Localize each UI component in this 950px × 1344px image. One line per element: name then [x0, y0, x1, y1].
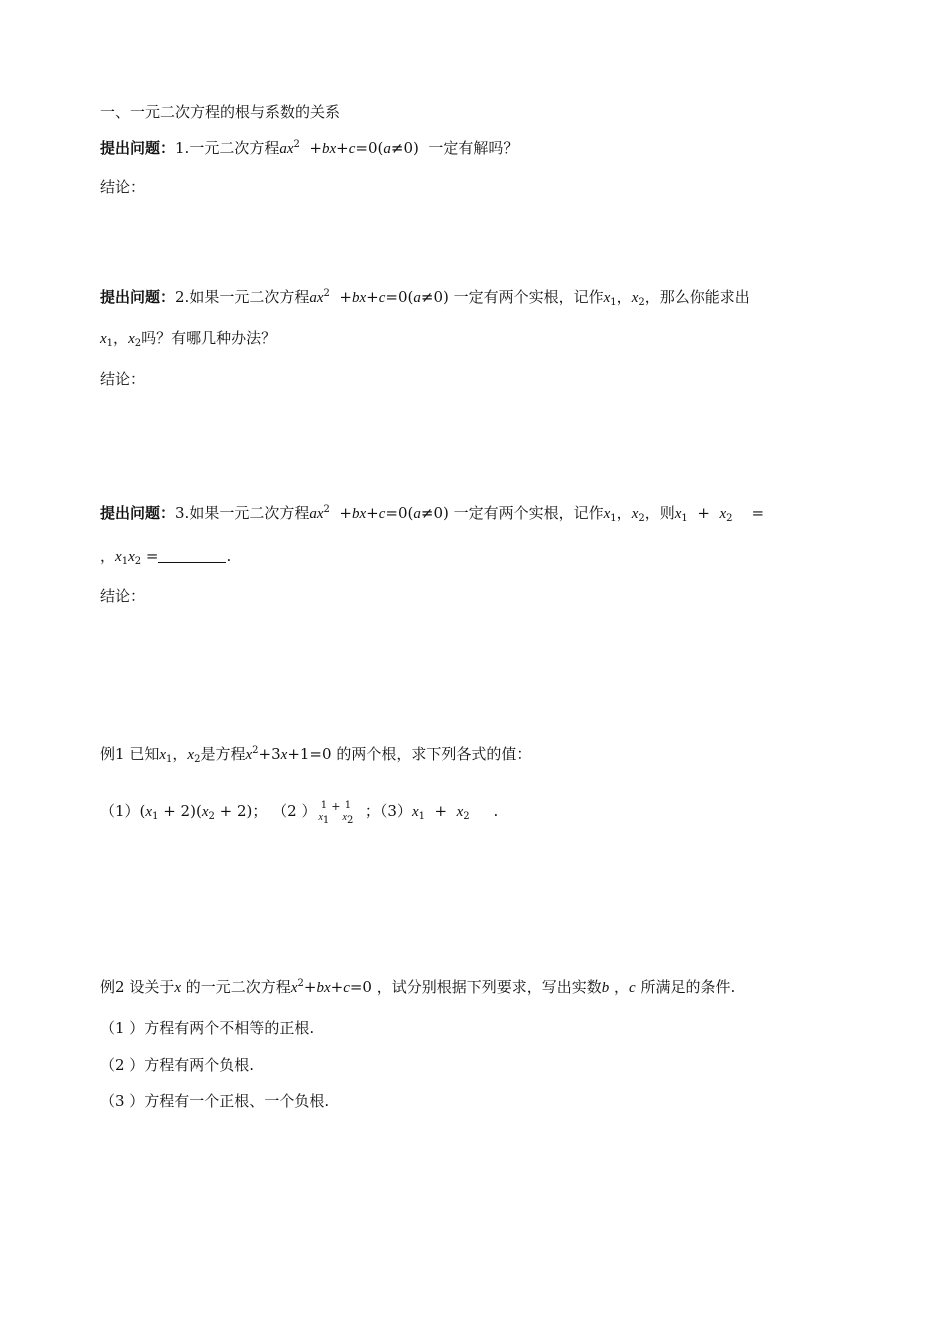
q2-text-c: ，那么你能求出	[644, 288, 750, 306]
q1-label: 提出问题：	[100, 139, 176, 157]
ex2-var-x: x	[174, 980, 182, 996]
q3-text-b: 一定有两个实根，记作	[453, 504, 604, 522]
ex1-equation: $x^2+3x+1=0$	[245, 745, 337, 763]
ex2-text-b: 的一元二次方程	[185, 978, 291, 996]
q3-label: 提出问题：	[100, 504, 176, 522]
ex2-equation: $x^2+bx+c=0$	[290, 978, 377, 996]
question-1	[100, 138, 518, 159]
q2-text-b: 一定有两个实根，记作	[453, 288, 604, 306]
q1-conclusion: 结论：	[100, 178, 146, 196]
q3-text-c: ，则	[644, 504, 675, 522]
ex2-item-3: （3 ）方程有一个正根、一个负根.	[100, 1092, 330, 1110]
q2-text-d: 吗？有哪几种办法？	[141, 329, 277, 347]
ex1-part-2-label: （2 ）	[272, 802, 317, 820]
ex1-roots: $x_1$，$x_2$	[159, 745, 201, 765]
q3-roots: $x_1$，$x_2$	[603, 504, 645, 524]
q2-roots: $x_1$，$x_2$	[603, 288, 645, 308]
ex2-vars: b ，c	[601, 978, 636, 996]
example-1-parts	[100, 793, 498, 826]
ex1-label: 例1	[100, 745, 125, 763]
example-1	[100, 744, 531, 765]
ex1-part-3-label: （3）	[379, 802, 412, 820]
question-2-cont	[100, 328, 276, 349]
ex1-text-a: 已知	[129, 745, 160, 763]
q2-conclusion: 结论：	[100, 370, 146, 388]
ex1-part-2: 1 $x_1$ + 1 $x_2$ ；	[318, 800, 380, 826]
question-3-cont: ，$x_1x_2$ = .	[100, 547, 232, 567]
ex1-text-c: 的两个根，求下列各式的值：	[336, 745, 532, 763]
ex2-label: 例2	[100, 978, 125, 996]
example-2	[100, 977, 735, 998]
q3-equation: $ax^2 +bx+c=0(a\ne 0)$	[309, 504, 454, 522]
ex1-part-1: $(x_1 + 2)(x_2 + 2)$；	[139, 802, 268, 822]
question-3	[100, 503, 764, 524]
q3-product: ，$x_1x_2$ =	[100, 547, 159, 567]
section-title	[100, 102, 340, 122]
q2-text-a: 2.如果一元二次方程	[175, 288, 310, 306]
q2-label: 提出问题：	[100, 288, 176, 306]
q3-text-a: 3.如果一元二次方程	[175, 504, 310, 522]
q1-equation: $ax^2 +bx+c=0(a\ne 0)$	[279, 139, 424, 157]
ex2-text-c: ，试分别根据下列要求，写出实数	[376, 978, 602, 996]
q1-text-a: 1.一元二次方程	[175, 139, 280, 157]
q2-equation: $ax^2 +bx+c=0(a\ne 0)$	[309, 288, 454, 306]
section-title-text: 一、一元二次方程的根与系数的关系	[100, 103, 341, 121]
q2-roots-2: $x_1$，$x_2$	[100, 329, 142, 349]
ex2-item-2: （2 ）方程有两个负根.	[100, 1056, 255, 1074]
question-2	[100, 287, 750, 308]
ex2-text-a: 设关于	[129, 978, 175, 996]
ex1-part-3: $x_1 + x_2$ .	[411, 802, 499, 822]
q3-answer-blank[interactable]	[158, 548, 226, 563]
ex1-text-b: 是方程	[200, 745, 246, 763]
ex2-item-1: （1 ）方程有两个不相等的正根.	[100, 1019, 315, 1037]
ex2-text-d: 所满足的条件.	[640, 978, 736, 996]
q1-text-b: 一定有解吗？	[428, 139, 519, 157]
q3-sum: $x_1 + x_2$ =	[674, 504, 765, 524]
q3-conclusion: 结论：	[100, 587, 146, 605]
ex1-part-1-label: （1）	[100, 802, 140, 820]
